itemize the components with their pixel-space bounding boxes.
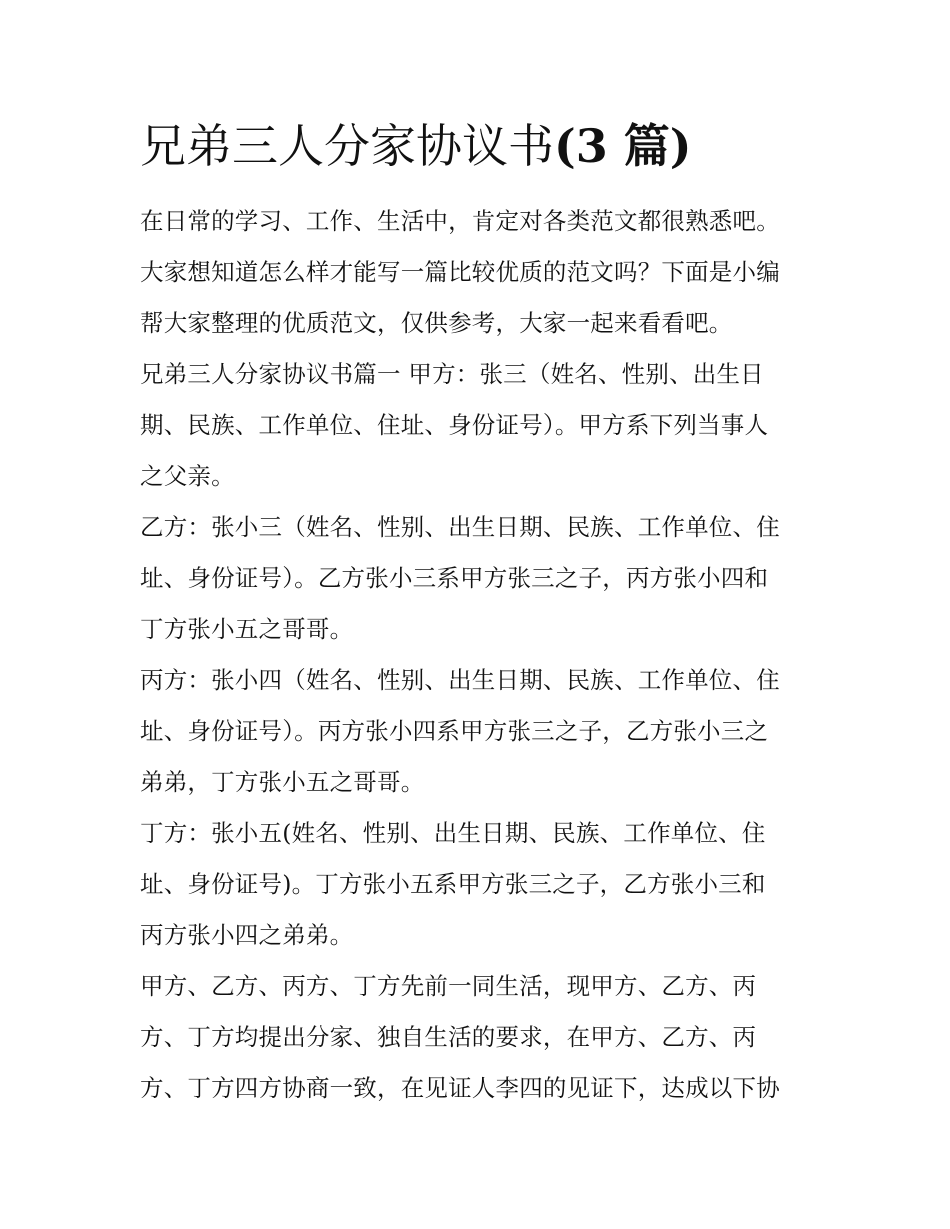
document-body	[140, 196, 820, 1114]
document-title-suffix: (3 篇)	[554, 119, 692, 173]
party-d-paragraph	[140, 808, 820, 961]
paragraph-line: 大家想知道怎么样才能写一篇比较优质的范文吗？下面是小编	[140, 258, 780, 286]
document-page	[140, 108, 820, 1114]
agreement-intro-paragraph	[140, 961, 820, 1114]
document-title	[140, 108, 820, 184]
paragraph-line: 址、身份证号）。乙方张小三系甲方张三之子，丙方张小四和	[140, 564, 769, 592]
paragraph-line: 丙方张小四之弟弟。	[140, 921, 354, 949]
party-a-paragraph	[140, 349, 820, 502]
paragraph-line: 方、丁方四方协商一致，在见证人李四的见证下，达成以下协	[140, 1074, 780, 1102]
party-b-paragraph	[140, 502, 820, 655]
paragraph-line: 兄弟三人分家协议书篇一 甲方：张三（姓名、性别、出生日	[140, 360, 764, 388]
paragraph-line: 帮大家整理的优质范文，仅供参考，大家一起来看看吧。	[140, 309, 733, 337]
party-c-paragraph	[140, 655, 820, 808]
paragraph-line: 期、民族、工作单位、住址、身份证号）。甲方系下列当事人	[140, 411, 769, 439]
document-title-main: 兄弟三人分家协议书	[140, 119, 554, 173]
paragraph-line: 乙方：张小三（姓名、性别、出生日期、民族、工作单位、住	[140, 513, 780, 541]
paragraph-line: 方、丁方均提出分家、独自生活的要求，在甲方、乙方、丙	[140, 1023, 757, 1051]
paragraph-line: 址、身份证号）。丙方张小四系甲方张三之子，乙方张小三之	[140, 717, 769, 745]
intro-paragraph	[140, 196, 820, 349]
paragraph-line: 之父亲。	[140, 462, 235, 490]
paragraph-line: 甲方、乙方、丙方、丁方先前一同生活，现甲方、乙方、丙	[140, 972, 757, 1000]
paragraph-line: 丁方：张小五(姓名、性别、出生日期、民族、工作单位、住	[140, 819, 766, 847]
paragraph-line: 丁方张小五之哥哥。	[140, 615, 354, 643]
paragraph-line: 弟弟，丁方张小五之哥哥。	[140, 768, 425, 796]
paragraph-line: 丙方：张小四（姓名、性别、出生日期、民族、工作单位、住	[140, 666, 780, 694]
paragraph-line: 在日常的学习、工作、生活中，肯定对各类范文都很熟悉吧。	[140, 207, 780, 235]
paragraph-line: 址、身份证号)。丁方张小五系甲方张三之子，乙方张小三和	[140, 870, 766, 898]
